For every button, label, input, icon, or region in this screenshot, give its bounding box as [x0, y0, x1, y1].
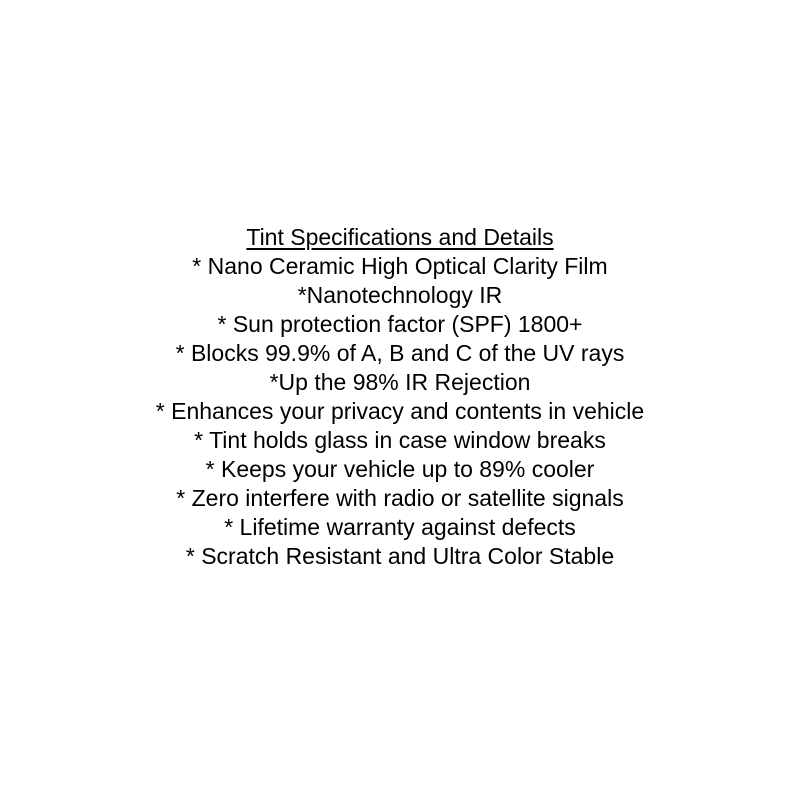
- spec-title: Tint Specifications and Details: [246, 224, 554, 250]
- spec-block: [0, 223, 800, 571]
- spec-item: *Up the 98% IR Rejection: [269, 369, 531, 395]
- spec-item: * Keeps your vehicle up to 89% cooler: [205, 456, 595, 482]
- spec-item: * Nano Ceramic High Optical Clarity Film: [192, 253, 608, 279]
- spec-item: * Blocks 99.9% of A, B and C of the UV rays: [175, 340, 625, 366]
- spec-item: * Lifetime warranty against defects: [224, 514, 576, 540]
- spec-item: * Sun protection factor (SPF) 1800+: [217, 311, 583, 337]
- spec-item: * Enhances your privacy and contents in vehicle: [155, 398, 645, 424]
- spec-item: * Scratch Resistant and Ultra Color Stable: [185, 543, 615, 569]
- spec-item: *Nanotechnology IR: [297, 282, 503, 308]
- spec-item: * Tint holds glass in case window breaks: [194, 427, 606, 453]
- spec-list: [0, 252, 800, 571]
- spec-item: * Zero interfere with radio or satellite signals: [176, 485, 624, 511]
